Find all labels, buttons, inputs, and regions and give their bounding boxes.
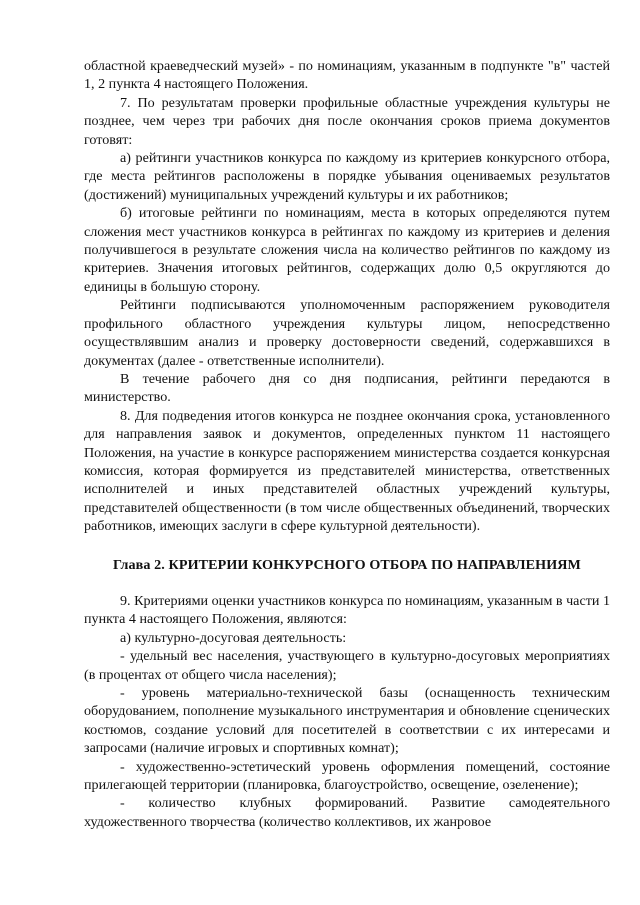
list-item-material-base: - уровень материально-технической базы (оснащенность техническим оборудованием, пополнение музыкального инструментария и обновление сценических костюмов, создание условий для посетителей в соответствии с их интересами и запросами (наличие игровых и спортивных комнат); bbox=[84, 685, 610, 757]
paragraph-subitem-a-culture: а) культурно-досуговая деятельность: bbox=[120, 629, 347, 646]
paragraph-continuation: областной краеведческий музей» - по номинациям, указанным в подпункте "в" частей 1, 2 пункта 4 настоящего Положения. bbox=[84, 58, 610, 93]
paragraph-subitem-a: а) рейтинги участников конкурса по каждому из критериев конкурсного отбора, где места рейтингов расположены в порядке убывания оцениваемых результатов (достижений) муниципальных учреждений культуры и их работников; bbox=[84, 150, 610, 203]
paragraph-item-8: 8. Для подведения итогов конкурса не позднее окончания срока, установленного для направления заявок и документов, определенных пунктом 11 настоящего Положения, на участие в конкурсе распоряжением министерства создается конкурсная комиссия, которая формируется из представителей министерства, ответственных исполнителей и иных представителей областных учреждений культуры, представителей общественности (в том числе общественных объединений, творческих работников, имеющих заслуги в сфере культурной деятельности). bbox=[84, 407, 610, 535]
chapter-heading: Глава 2. КРИТЕРИИ КОНКУРСНОГО ОТБОРА ПО НАПРАВЛЕНИЯМ bbox=[113, 556, 581, 573]
list-item-aesthetic-level: - художественно-эстетический уровень оформления помещений, состояние прилегающей территории (планировка, благоустройство, освещение, озеленение); bbox=[84, 758, 610, 794]
paragraph-item-9: 9. Критериями оценки участников конкурса по номинациям, указанным в части 1 пункта 4 настоящего Положения, являются: bbox=[84, 592, 610, 628]
paragraph-subitem-b: б) итоговые рейтинги по номинациям, места в которых определяются путем сложения мест участников конкурса в рейтингах по каждому из критериев и деления получившегося в результате сложения числа на количество рейтингов по каждому из критериев. Значения итоговых рейтингов, содержащих долю 0,5 округляются до единицы в большую сторону. bbox=[84, 205, 610, 295]
paragraph-ratings-transfer: В течение рабочего дня со дня подписания, рейтинги передаются в министерство. bbox=[84, 370, 610, 406]
list-item-club-count: - количество клубных формирований. Развитие самодеятельного художественного творчества (количество коллективов, их жанровое bbox=[84, 795, 610, 830]
list-item-population-share: - удельный вес населения, участвующего в культурно-досуговых мероприятиях (в процентах от общего числа населения); bbox=[84, 648, 610, 683]
paragraph-item-7: 7. По результатам проверки профильные областные учреждения культуры не позднее, чем через три рабочих дня после окончания сроков приема документов готовят: bbox=[84, 94, 610, 148]
paragraph-ratings-signed: Рейтинги подписываются уполномоченным распоряжением руководителя профильного областного учреждения культуры лицом, непосредственно осуществлявшим анализ и проверку достоверности сведений, содержавшихся в документах (далее - ответственные исполнители). bbox=[84, 297, 610, 369]
